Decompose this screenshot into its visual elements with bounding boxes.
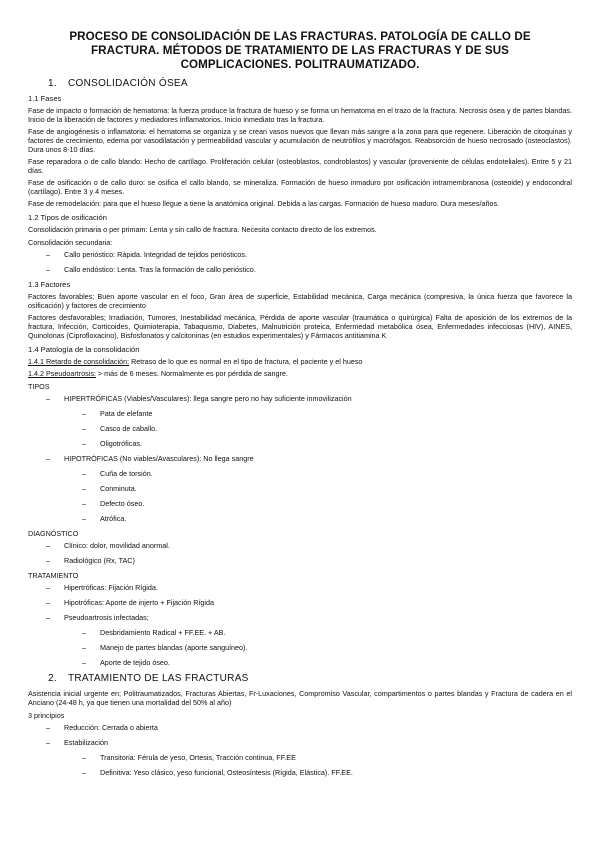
subsection-tipos-osificacion-heading: 1.2 Tipos de osificación <box>28 213 107 222</box>
list-item: – Radiológico (Rx, TAC) <box>46 556 135 565</box>
list-item: – Desbridamiento Radical + FF.EE. + AB. <box>82 628 226 637</box>
list-item-hipertroficas: – HIPERTRÓFICAS (Viables/Vasculares): llega sangre pero no hay suficiente inmovilización <box>46 394 352 403</box>
list-item: – Hipertróficas: Fijación Rígida. <box>46 583 158 592</box>
document-title: PROCESO DE CONSOLIDACIÓN DE LAS FRACTURAS. PATOLOGÍA DE CALLO DE FRACTURA. MÉTODOS DE TRATAMIENTO DE LAS FRACTURAS Y DE SUS COMPLICACIONES. POLITRAUMATIZADO. <box>69 30 531 71</box>
section-title: TRATAMIENTO DE LAS FRACTURAS <box>68 673 249 684</box>
paragraph-retardo-consolidacion: 1.4.1 Retardo de consolidación: Retraso de lo que es normal en el tipo de fractura, el paciente y el hueso <box>28 357 363 366</box>
paragraph-factores-desfavorables: Factores desfavorables; Irradiación, Tumores, Inestabilidad mecánica, Pérdida de aporte vascular (traumática o quirúrgica) Falta de aposición de los extremos de la fractura, Infección, Corticoides, Quimioterapia, Tabaquismo, Diabetes, Malnutrición proteica, Enfermedad metabólica ósea, Enfermedades infecciosas (HIV), AINES, Quinolonas (Ciprofloxacino), Bisfosfonatos y calcitoninas (en estudios experimentales) y Fármacos antitiamina K <box>28 313 572 340</box>
paragraph-fase-angiogenesis: Fase de angiogénesis o inflamatoria: el hematoma se organiza y se crean vasos nuevos que llevan más sangre a la zona para que regenere. Liberación de citoquinas y factores de crecimiento, edema por vasodilatación y permeabilidad vascular y acumulación de neutrófilos y macrófagos. Reabsorción de hueso necrosado (osteoclastos). Dura unos 8-10 días. <box>28 127 572 154</box>
subsection-fases-heading: 1.1 Fases <box>28 94 62 103</box>
list-item: – Defecto óseo. <box>82 499 145 508</box>
section-1-heading <box>48 78 572 89</box>
section-2-heading <box>48 673 572 684</box>
label-tipos: TIPOS <box>28 382 50 391</box>
paragraph-pseudoartrosis: 1.4.2 Pseudoartrosis: > más de 6 meses. Normalmente es por pérdida de sangre. <box>28 369 288 378</box>
subsection-patologia-heading: 1.4 Patología de la consolidación <box>28 345 140 354</box>
label-diagnostico: DIAGNÓSTICO <box>28 529 79 538</box>
list-item-hipotroficas: – HIPOTRÓFICAS (No viables/Avasculares): No llega sangre <box>46 454 254 463</box>
paragraph-fase-remodelacion: Fase de remodelación: para que el hueso llegue a tiene la anatómica original. Debida a las cargas. Formación de hueso maduro. Dura meses/años. <box>28 199 500 208</box>
list-item: – Definitiva: Yeso clásico, yeso funcional, Osteosíntesis (Rígida, Elástica). FF.EE. <box>82 768 353 777</box>
list-item: – Clínico: dolor, movilidad anormal. <box>46 541 170 550</box>
list-item: – Callo perióstico: Rápida. Integridad de tejidos periósticos. <box>46 250 247 259</box>
section-title: CONSOLIDACIÓN ÓSEA <box>68 78 188 89</box>
list-item: – Oligotróficas. <box>82 439 142 448</box>
list-item: – Reducción: Cerrada o abierta <box>46 723 158 732</box>
list-item: – Pata de elefante <box>82 409 153 418</box>
list-item: – Manejo de partes blandas (aporte sanguíneo). <box>82 643 248 652</box>
paragraph-fase-impacto: Fase de impacto o formación de hematoma: la fuerza produce la fractura de hueso y se forma un hematoma en el trazo de la fractura. Necrosis ósea y de partes blandas. Inicio de la liberación de factores y mediadores inflamatorios. Inicio inmediato tras la fractura. <box>28 106 572 124</box>
label-tratamiento: TRATAMIENTO <box>28 571 79 580</box>
subsection-factores-heading: 1.3 Factores <box>28 280 71 289</box>
section-number: 1. <box>48 78 57 89</box>
list-item: – Cuña de torsión. <box>82 469 153 478</box>
list-item: – Conminuta. <box>82 484 137 493</box>
list-item: – Estabilización <box>46 738 108 747</box>
section-number: 2. <box>48 673 57 684</box>
list-item: – Aporte de tejido óseo. <box>82 658 170 667</box>
paragraph-fase-reparadora: Fase reparadora o de callo blando: Hecho de cartílago. Proliferación celular (osteoblastos, condroblastos) y vascular (proveniente de células endoteliales). Entre 5 y 21 días. <box>28 157 572 175</box>
paragraph-factores-favorables: Factores favorables; Buen aporte vascular en el foco, Gran área de superficie, Estabilidad mecánica, Carga mecánica (compresiva, la única fuerza que favorece la osificación) y factores de crecimiento <box>28 292 572 310</box>
paragraph-fase-osificacion: Fase de osificación o de callo duro: se osifica el callo blando, se mineraliza. Formación de hueso inmaduro por osificación intramembranosa (osteoide) y endocondral (cartílago). Entre 3 y 4 meses. <box>28 178 572 196</box>
list-item: – Hipotróficas: Aporte de injerto + Fijación Rígida <box>46 598 215 607</box>
paragraph-consolidacion-primaria: Consolidación primaria o per primam: Lenta y sin callo de fractura. Necesita contacto directo de los extremos. <box>28 225 377 234</box>
list-item: – Callo endóstico: Lenta. Tras la formación de callo perióstico. <box>46 265 256 274</box>
label-consolidacion-secundaria: Consolidación secundaria: <box>28 238 113 247</box>
list-item: – Atrófica. <box>82 514 127 523</box>
list-item: – Casco de caballo. <box>82 424 158 433</box>
paragraph-asistencia-inicial: Asistencia inicial urgente en; Politraumatizados, Fracturas Abiertas, Fr-Luxaciones, Compromiso Vascular, compartimentos o partes blandas y Fractura de cadera en el Anciano (24-48 h, ya que tienen una mortalidad del 50% al año) <box>28 689 572 707</box>
list-item: – Transitoria: Férula de yeso, Ortesis, Tracción continua, FF.EE <box>82 753 296 762</box>
label-principios: 3 principios <box>28 711 65 720</box>
list-item: – Pseudoartrosis infectadas; <box>46 613 149 622</box>
